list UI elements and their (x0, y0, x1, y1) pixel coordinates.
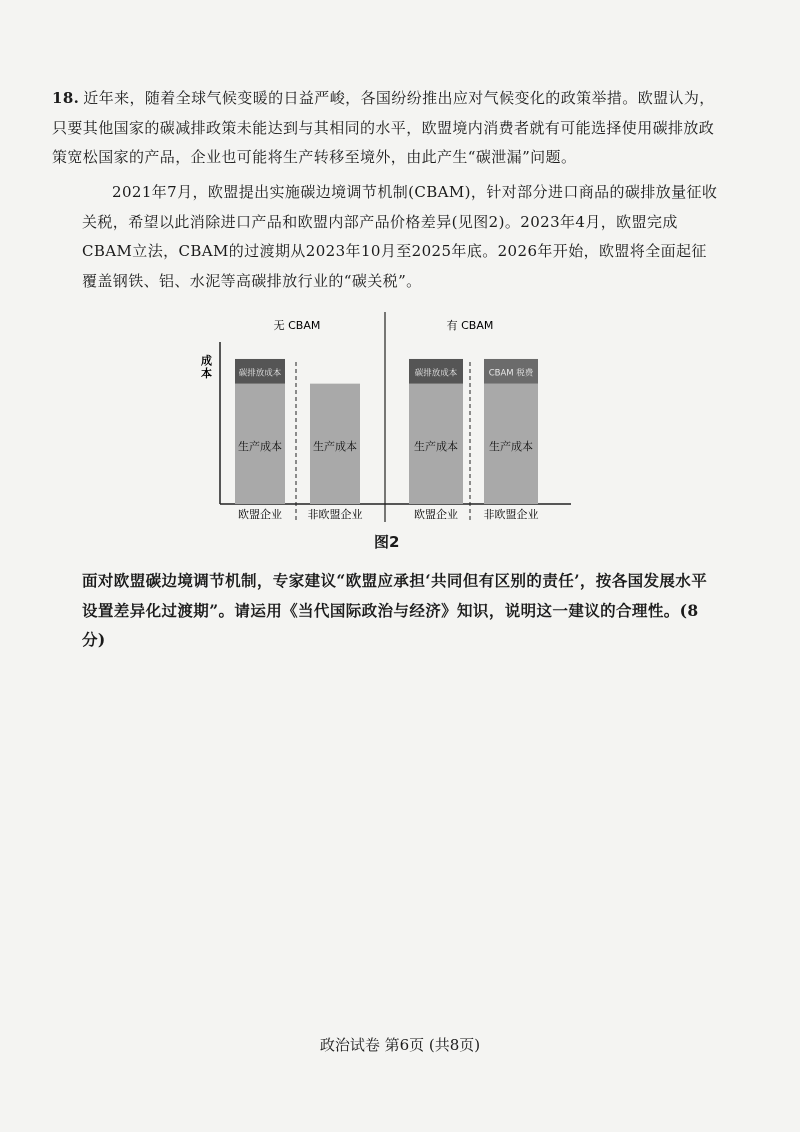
question-number: 18. (52, 89, 80, 107)
bar-segment-label: 生产成本 (238, 439, 282, 453)
question-paragraph-2: 2021年7月，欧盟提出实施碳边境调节机制(CBAM)，针对部分进口商品的碳排放量征收关税，希望以此消除进口产品和欧盟内部产品价格差异(见图2)。2023年4月，欧盟完成CBAM立法，CBAM的过渡期从2023年10月至2025年底。2026年开始，欧盟将全面起征覆盖钢铁、铝、水泥等高碳排放行业的“碳关税”。 (82, 183, 718, 290)
panel-label: 有 CBAM (446, 319, 494, 332)
category-label: 非欧盟企业 (483, 508, 539, 521)
bar-segment-label: 生产成本 (489, 439, 533, 453)
intro-text: 近年来，随着全球气候变暖的日益严峻，各国纷纷推出应对气候变化的政策举措。欧盟认为，只要其他国家的碳减排政策未能达到与其相同的水平，欧盟境内消费者就有可能选择使用碳排放政策宽松国家的产品，企业也可能将生产转移至境外，由此产生“碳泄漏”问题。 (52, 89, 715, 166)
page-footer: 政治试卷 第6页 (共8页) (319, 1036, 481, 1054)
category-label: 欧盟企业 (414, 508, 458, 521)
y-axis-label: 本 (201, 367, 212, 380)
bar-segment-label: 碳排放成本 (414, 368, 458, 379)
category-label: 非欧盟企业 (307, 508, 363, 521)
question-task: 面对欧盟碳边境调节机制，专家建议“欧盟应承担‘共同但有区别的责任’，按各国发展水平设置差异化过渡期”。请运用《当代国际政治与经济》知识，说明这一建议的合理性。(8分) (82, 571, 708, 649)
bar-segment-label: 碳排放成本 (238, 368, 282, 379)
figure-caption: 图2 (374, 533, 400, 551)
category-label: 欧盟企业 (238, 508, 282, 521)
y-axis-label: 成 (201, 354, 212, 367)
figure-2-chart (195, 312, 590, 527)
bar-segment-label: 生产成本 (313, 439, 357, 453)
panel-label: 无 CBAM (273, 319, 321, 332)
question-intro (52, 84, 724, 173)
bar-segment-label: CBAM 税费 (488, 368, 534, 379)
bar-segment-label: 生产成本 (414, 439, 458, 453)
